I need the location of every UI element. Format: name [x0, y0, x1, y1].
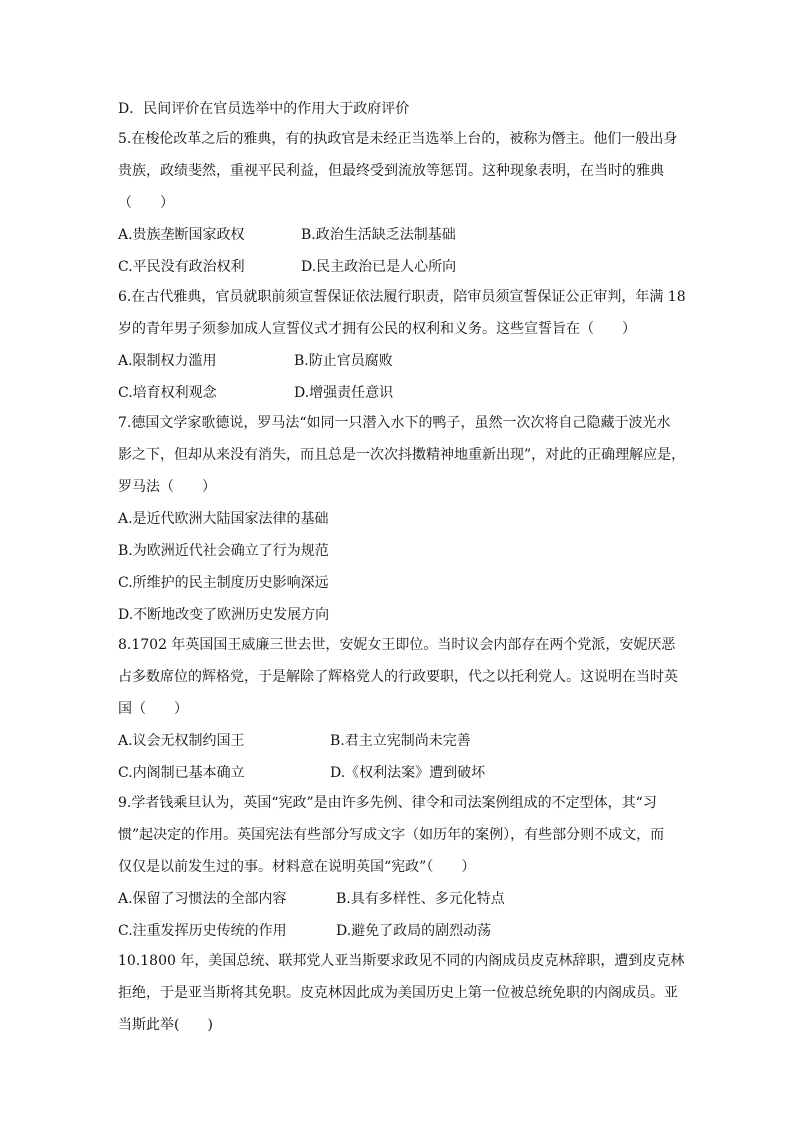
question-7 [118, 414, 686, 624]
q7-stem-line-3: 罗马法（ ） [118, 479, 216, 495]
question-6 [118, 288, 686, 402]
q4-option-d: D．民间评价在官员选举中的作用大于政府评价 [118, 101, 410, 117]
q6-option-c: C.培育权利观念 [118, 385, 217, 401]
q10-stem-line-2: 拒绝，于是亚当斯将其免职。皮克林因此成为美国历史上第一位被总统免职的内阁成员。亚 [118, 985, 678, 1001]
question-10 [118, 952, 685, 1034]
q7-stem-line-1: 7.德国文学家歌德说，罗马法“如同一只潜入水下的鸭子，虽然一次次将自己隐藏于波光水 [118, 415, 671, 431]
q8-stem-line-1: 8.1702 年英国国王威廉三世去世，安妮女王即位。当时议会内部存在两个党派，安妮厌恶 [118, 637, 676, 653]
q8-options-row-1 [118, 732, 678, 750]
q5-stem-line-1: 5.在梭伦改革之后的雅典，有的执政官是未经正当选举上台的，被称为僭主。他们一般出身 [118, 131, 678, 147]
q10-stem-line-1: 10.1800 年，美国总统、联邦党人亚当斯要求政见不同的内阁成员皮克林辞职，遭到皮克林 [118, 953, 685, 969]
q6-option-a: A.限制权力滥用 [118, 353, 217, 369]
q5-options-row-1 [118, 226, 678, 244]
q8-option-d: D.《权利法案》遭到破坏 [330, 765, 486, 781]
q7-option-a: A.是近代欧洲大陆国家法律的基础 [118, 511, 329, 527]
q6-options-row-1 [118, 352, 678, 370]
q5-option-b: B.政治生活缺乏法制基础 [301, 227, 456, 243]
q7-option-d: D.不断地改变了欧洲历史发展方向 [118, 607, 330, 623]
q9-options-row-1 [118, 890, 678, 908]
q9-stem-line-3: 仅仅是以前发生过的事。材料意在说明英国“宪政”（ ） [118, 859, 476, 875]
q5-option-c: C.平民没有政治权利 [118, 259, 245, 275]
q6-option-d: D.增强责任意识 [294, 385, 394, 401]
q5-stem-line-3: （ ） [118, 195, 174, 211]
q8-stem-line-2: 占多数席位的辉格党，于是解除了辉格党人的行政要职，代之以托利党人。这说明在当时英 [118, 669, 678, 685]
q6-option-b: B.防止官员腐败 [294, 353, 393, 369]
question-9 [118, 794, 678, 940]
q8-stem-line-3: 国（ ） [118, 701, 188, 717]
q9-option-c: C.注重发挥历史传统的作用 [118, 923, 287, 939]
document-page [118, 100, 686, 1034]
q5-option-d: D.民主政治已是人心所向 [301, 259, 457, 275]
q7-stem-line-2: 影之下，但却从来没有消失，而且总是一次次抖擞精神地重新出现”，对此的正确理解应是， [118, 447, 686, 463]
q5-stem-line-2: 贵族，政绩斐然，重视平民利益，但最终受到流放等惩罚。这种现象表明，在当时的雅典 [118, 163, 664, 179]
q7-option-b: B.为欧洲近代社会确立了行为规范 [118, 543, 329, 559]
q9-option-a: A.保留了习惯法的全部内容 [118, 891, 287, 907]
q6-stem-line-1: 6.在古代雅典，官员就职前须宣誓保证依法履行职责，陪审员须宣誓保证公正审判，年满 18 [118, 289, 686, 305]
q8-option-c: C.内阁制已基本确立 [118, 765, 245, 781]
q5-option-a: A.贵族垄断国家政权 [118, 227, 245, 243]
q8-options-row-2 [118, 764, 678, 782]
q6-options-row-2 [118, 384, 678, 402]
question-4-tail [118, 100, 678, 118]
question-5 [118, 130, 678, 276]
q9-option-d: D.避免了政局的剧烈动荡 [336, 923, 492, 939]
q8-option-a: A.议会无权制约国王 [118, 733, 245, 749]
q8-option-b: B.君主立宪制尚未完善 [330, 733, 471, 749]
q10-stem-line-3: 当斯此举( ) [118, 1017, 213, 1033]
q6-stem-line-2: 岁的青年男子须参加成人宣誓仪式才拥有公民的权利和义务。这些宣誓旨在（ ） [118, 321, 636, 337]
q9-stem-line-2: 惯”起决定的作用。英国宪法有些部分写成文字（如历年的案例），有些部分则不成文，而 [118, 827, 665, 843]
q9-options-row-2 [118, 922, 678, 940]
q5-options-row-2 [118, 258, 678, 276]
q7-option-c: C.所维护的民主制度历史影响深远 [118, 575, 329, 591]
q9-option-b: B.具有多样性、多元化特点 [336, 891, 505, 907]
q9-stem-line-1: 9.学者钱乘旦认为，英国“宪政”是由许多先例、律令和司法案例组成的不定型体，其“习 [118, 795, 657, 811]
question-8 [118, 636, 678, 782]
